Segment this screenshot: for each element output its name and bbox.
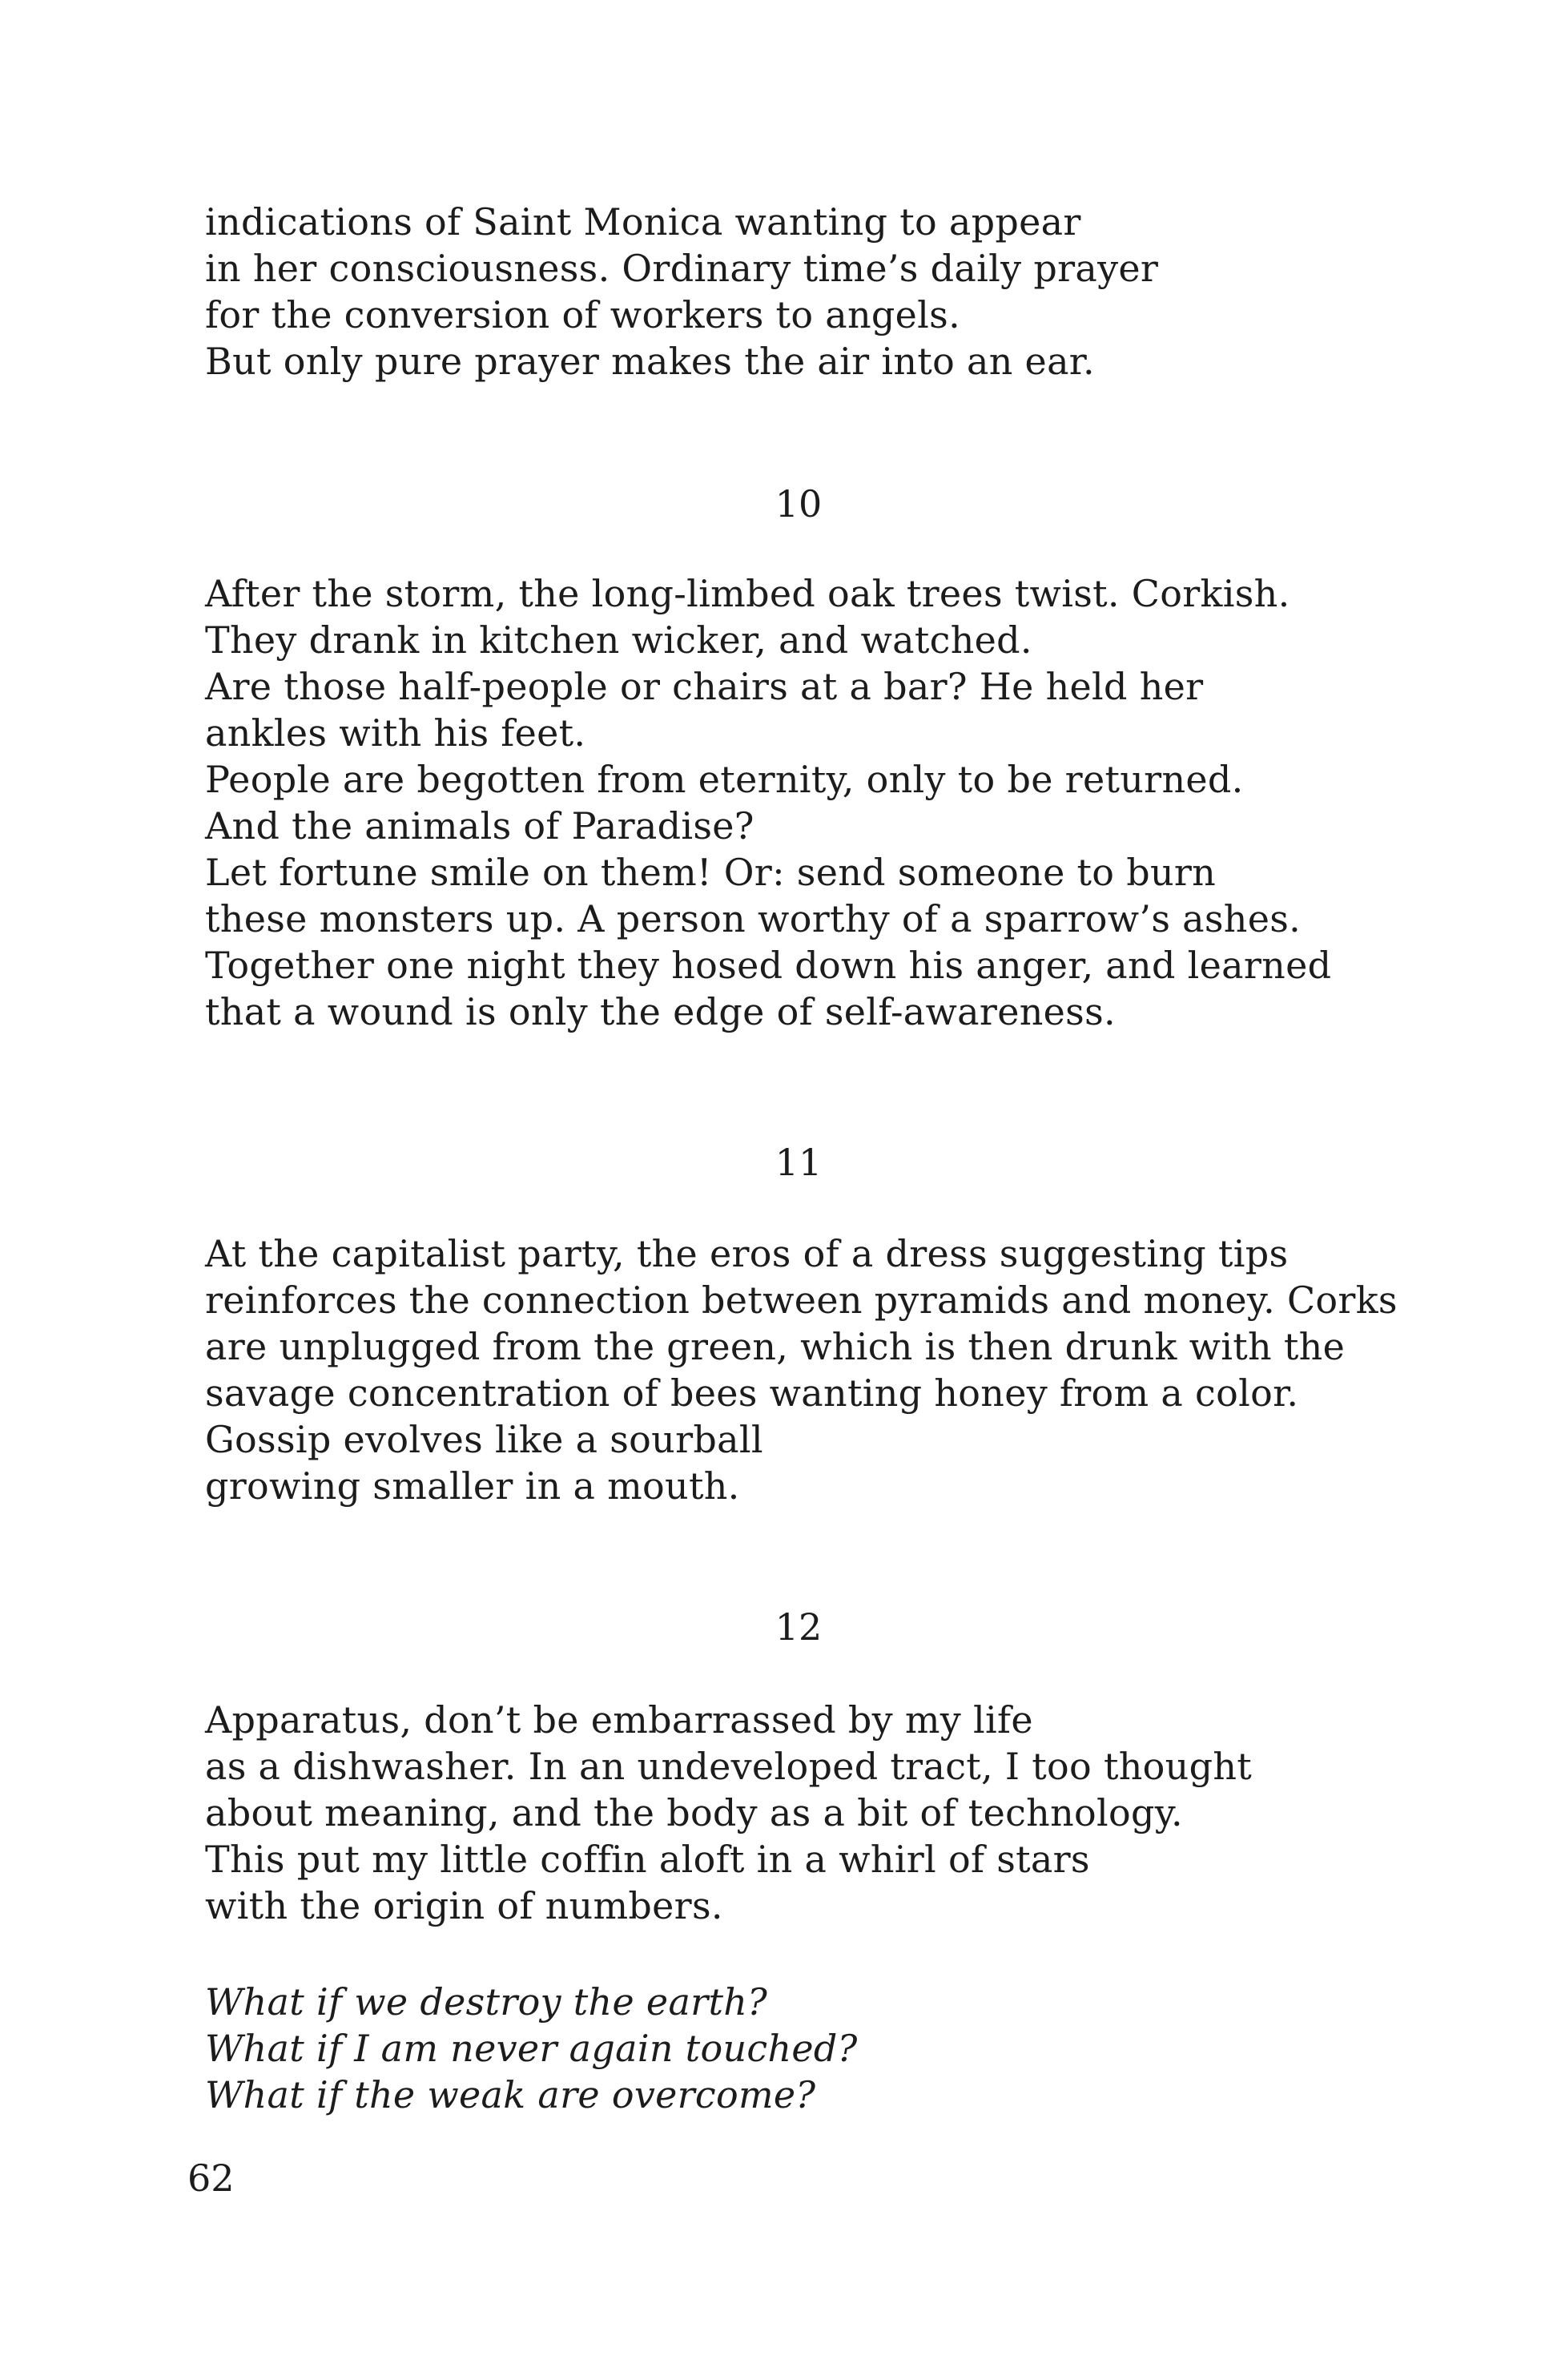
stanza-continued [205,199,1390,385]
poem-line: People are begotten from eternity, only to be returned. [205,758,1244,801]
section-number-12: 12 [775,1605,823,1649]
poem-line: And the animals of Paradise? [205,804,754,848]
poem-line: Apparatus, don’t be embarrassed by my life [205,1698,1033,1742]
section-10-stanza [205,570,1390,1035]
poem-line: At the capitalist party, the eros of a dress suggesting tips [205,1232,1289,1275]
poem-line: Let fortune smile on them! Or: send someone to burn [205,851,1217,894]
poem-line: these monsters up. A person worthy of a sparrow’s ashes. [205,897,1302,940]
poem-line: Gossip evolves like a sourball [205,1418,763,1461]
poem-line: about meaning, and the body as a bit of technology. [205,1791,1183,1834]
poem-line: with the origin of numbers. [205,1884,723,1927]
poem-line: are unplugged from the green, which is then drunk with the [205,1325,1346,1368]
poem-line: This put my little coffin aloft in a whirl of stars [205,1838,1090,1881]
poem-line: that a wound is only the edge of self-awareness. [205,990,1116,1033]
poem-line: for the conversion of workers to angels. [205,293,961,336]
section-12-stanza [205,1697,1390,1929]
section-number-10: 10 [775,482,823,526]
poem-line: Together one night they hosed down his anger, and learned [205,944,1332,987]
poem-line: After the storm, the long-limbed oak trees twist. Corkish. [205,572,1290,615]
italic-poem-line: What if the weak are overcome? [205,2073,816,2116]
poem-line: growing smaller in a mouth. [205,1464,740,1508]
poem-line: But only pure prayer makes the air into an ear. [205,340,1095,383]
poem-line: Are those half-people or chairs at a bar? He held her [205,665,1204,708]
section-number-11: 11 [775,1141,823,1184]
italic-poem-line: What if we destroy the earth? [205,1980,768,2024]
section-11-stanza [205,1230,1398,1509]
poem-line: ankles with his feet. [205,711,586,755]
italic-poem-line: What if I am never again touched? [205,2027,858,2070]
page-number: 62 [187,2156,235,2200]
poem-line: in her consciousness. Ordinary time’s daily prayer [205,247,1159,290]
poem-line: savage concentration of bees wanting honey from a color. [205,1371,1299,1415]
poem-line: indications of Saint Monica wanting to appear [205,200,1081,244]
poem-line: They drank in kitchen wicker, and watched. [205,618,1032,662]
section-12-italic-stanza [205,1979,1390,2118]
poem-line: as a dishwasher. In an undeveloped tract, I too thought [205,1745,1253,1788]
poem-line: reinforces the connection between pyramids and money. Corks [205,1279,1398,1322]
